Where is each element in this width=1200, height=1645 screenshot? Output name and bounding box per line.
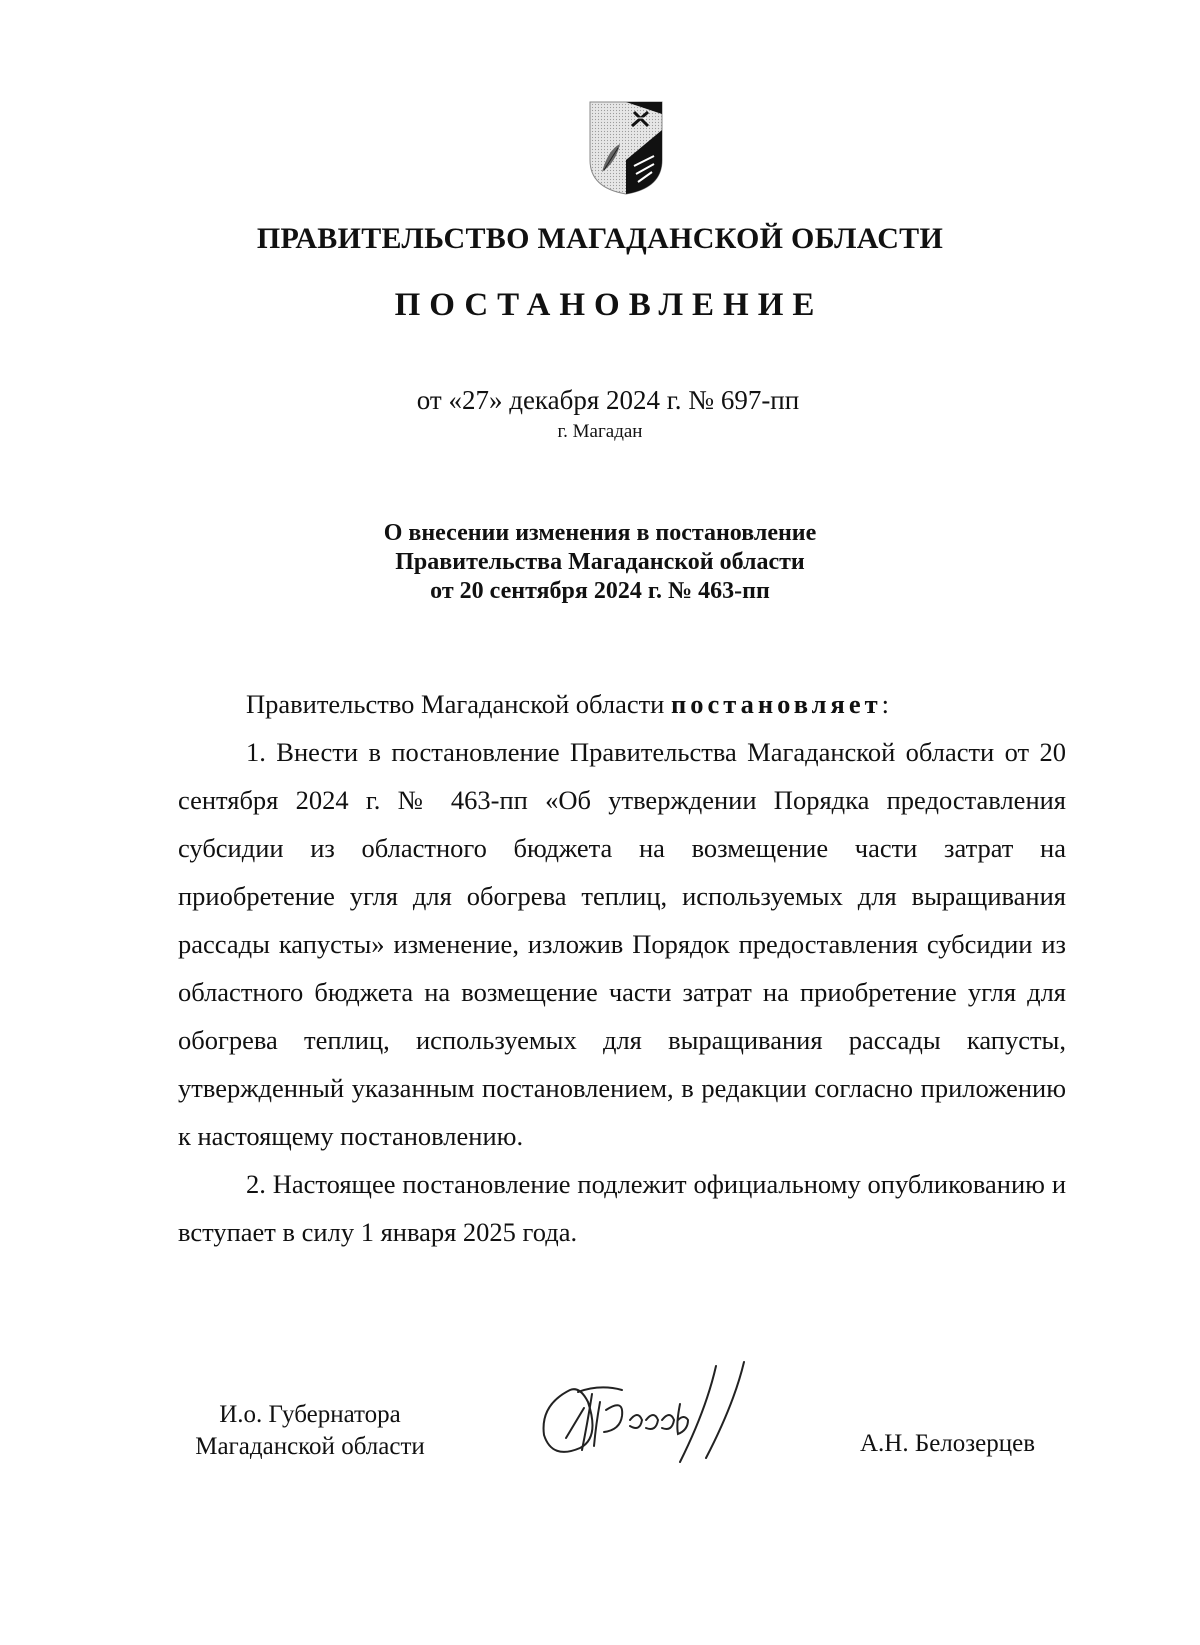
subject-line: Правительства Магаданской области [395, 549, 805, 575]
document-city: г. Магадан [557, 421, 643, 442]
coat-of-arms-icon [588, 100, 664, 196]
item-1-paragraph: 1. Внести в постановление Правительства Магаданской области от 20 сентября 2024 г. № 463-пп «Об утверждении Порядка предоставления субсидии из областного бюджета на возмещение части затрат на приобретение угля для обогрева теплиц, используемых для выращивания рассады капусты» изменение, изложив Порядок предоставления субсидии из областного бюджета на возмещение части затрат на приобретение угля для обогрева теплиц, используемых для выращивания рассады капусты, утвержденный указанным постановлением, в редакции согласно приложению к настоящему постановлению. [178, 737, 1066, 1151]
organization-title: ПРАВИТЕЛЬСТВО МАГАДАНСКОЙ ОБЛАСТИ [256, 222, 944, 255]
position-line: И.о. Губернатора [219, 1401, 401, 1428]
signatory-name: А.Н. Белозерцев [860, 1430, 1036, 1457]
subject-line: О внесении изменения в постановление [383, 520, 817, 546]
item-2-paragraph: 2. Настоящее постановление подлежит официальному опубликованию и вступает в силу 1 января 2025 года. [178, 1169, 1066, 1247]
intro-prefix: Правительство Магаданской области [246, 689, 671, 719]
document-type-heading: ПОСТАНОВЛЕНИЕ [394, 287, 824, 323]
document-date-number: от «27» декабря 2024 г. № 697-пп [416, 385, 800, 415]
position-line: Магаданской области [195, 1433, 425, 1460]
signatory-position [180, 1399, 440, 1463]
subject-line: от 20 сентября 2024 г. № 463-пп [430, 578, 770, 604]
intro-paragraph [178, 680, 1066, 728]
document-subject [0, 519, 1200, 606]
document-body [178, 680, 1066, 1256]
handwritten-signature-icon [530, 1350, 780, 1490]
resolution-verb: постановляет [670, 689, 882, 719]
intro-suffix: : [881, 689, 890, 719]
